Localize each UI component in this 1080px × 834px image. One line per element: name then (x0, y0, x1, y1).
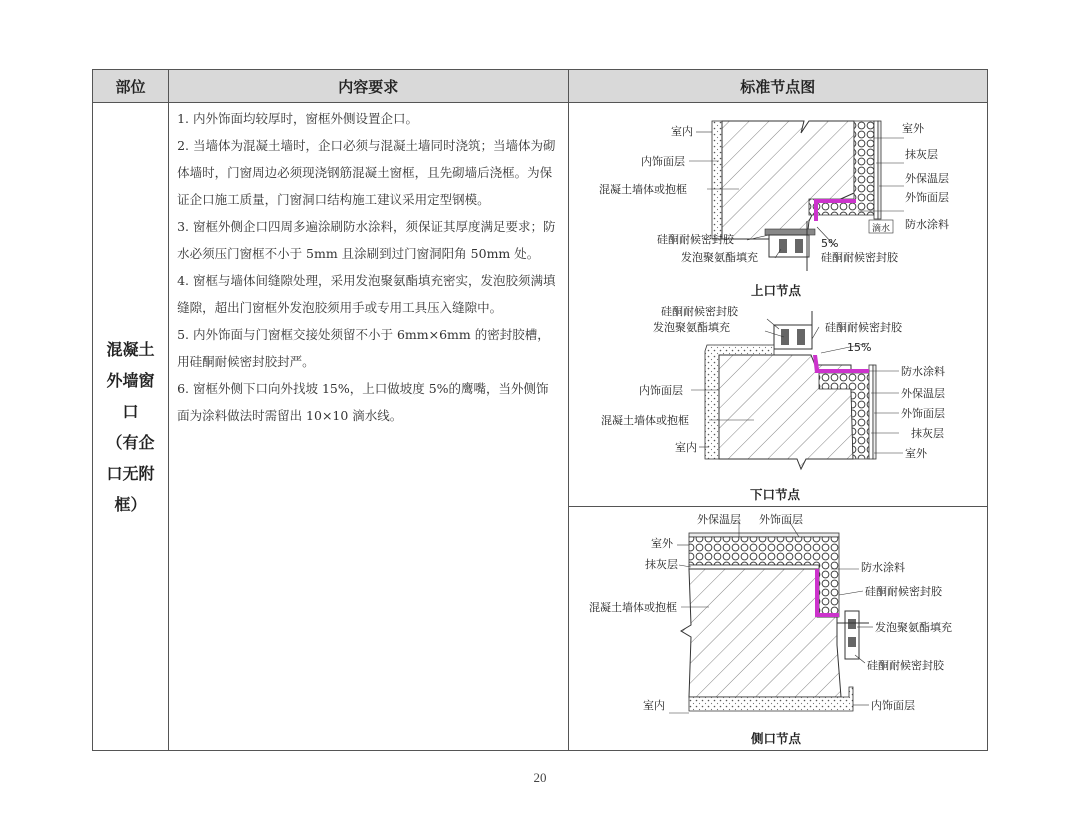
part-line: 外墙窗 (106, 370, 155, 390)
side-outdoor-label: 室外 (650, 537, 673, 550)
bottom-sealant-label: 硅酮耐候密封胶 (660, 305, 738, 318)
bottom-node-caption: 下口节点 (749, 487, 800, 502)
part-line: 口 (122, 401, 139, 421)
side-concrete-wall-label: 混凝土墙体或抱框 (588, 601, 677, 614)
side-node-caption: 侧口节点 (750, 731, 801, 746)
bottom-plaster-label: 抹灰层 (910, 427, 944, 440)
bottom-sealant2-label: 硅酮耐候密封胶 (824, 321, 902, 334)
requirement-item: 6. 窗框外侧下口向外找坡 15%，上口做坡度 5%的鹰嘴，当外侧饰面为涂料做法时需留出 10×10 滴水线。 (177, 381, 549, 423)
top-indoor-label: 室内 (670, 125, 693, 138)
detail-drawing-top-bottom (569, 103, 988, 506)
requirement-item: 4. 窗框与墙体间缝隙处理，采用发泡聚氨酯填充密实，发泡胶须满填缝隙，超出门窗框外发泡胶须用手或专用工具压入缝隙中。 (177, 273, 556, 315)
bottom-concrete-wall-label: 混凝土墙体或抱框 (600, 414, 689, 427)
top-node-caption: 上口节点 (750, 283, 801, 298)
bottom-interior-finish-label: 内饰面层 (638, 384, 683, 397)
top-waterproof-label: 防水涂料 (904, 218, 949, 231)
top-exterior-finish-label: 外饰面层 (904, 191, 949, 204)
bottom-outdoor-label: 室外 (904, 447, 927, 460)
bottom-exterior-finish-label: 外饰面层 (900, 407, 945, 420)
top-plaster-label: 抹灰层 (904, 148, 938, 161)
detail-drawing-side (569, 507, 988, 750)
bottom-slope-label: 15% (846, 341, 871, 354)
part-line: 框） (114, 494, 147, 514)
header-content: 内容要求 (169, 70, 568, 103)
top-outdoor-label: 室外 (901, 122, 924, 135)
side-node-drawing (681, 533, 869, 711)
top-sealant-label: 硅酮耐候密封胶 (656, 233, 734, 246)
requirements-cell (169, 103, 568, 751)
requirement-item: 1. 内外饰面均较厚时，窗框外侧设置企口。 (177, 111, 418, 126)
side-sealant-label: 硅酮耐候密封胶 (864, 585, 942, 598)
side-sealant2-label: 硅酮耐候密封胶 (866, 659, 944, 672)
bottom-insulation-label: 外保温层 (900, 387, 945, 400)
bottom-indoor-label: 室内 (674, 441, 697, 454)
page-number: 20 (533, 770, 547, 785)
side-foam-label: 发泡聚氨酯填充 (874, 621, 952, 634)
top-interior-finish-label: 内饰面层 (640, 155, 685, 168)
top-foam-label: 发泡聚氨酯填充 (680, 251, 758, 264)
bottom-node-drawing (705, 311, 876, 469)
part-line: 混凝土 (106, 339, 155, 359)
header-part: 部位 (93, 70, 169, 103)
top-concrete-wall-label: 混凝土墙体或抱框 (598, 183, 687, 196)
side-interior-finish-label: 内饰面层 (870, 699, 915, 712)
bottom-foam-label: 发泡聚氨酯填充 (652, 321, 730, 334)
top-node-drawing (712, 121, 881, 271)
requirement-item: 5. 内外饰面与门窗框交接处须留不小于 6mm×6mm 的密封胶槽，用硅酮耐候密封胶封严。 (177, 327, 550, 369)
side-plaster-label: 抹灰层 (644, 558, 678, 571)
bottom-waterproof-label: 防水涂料 (900, 365, 945, 378)
top-sealant2-label: 硅酮耐候密封胶 (820, 251, 898, 264)
side-waterproof-label: 防水涂料 (860, 561, 905, 574)
part-line: 口无附 (106, 463, 155, 483)
side-indoor-label: 室内 (642, 699, 665, 712)
part-cell (93, 103, 169, 751)
side-exterior-finish-label: 外饰面层 (758, 513, 803, 526)
side-insulation-label: 外保温层 (696, 513, 741, 526)
figure-cell-top (568, 103, 987, 507)
part-line: （有企 (106, 432, 155, 452)
figure-cell-side (568, 507, 987, 751)
top-slope-label: 5% (820, 237, 838, 250)
requirement-item: 3. 窗框外侧企口四周多遍涂刷防水涂料，须保证其厚度满足要求；防水必须压门窗框不小于 5mm 且涂刷到过门窗洞阳角 50mm 处。 (177, 219, 556, 261)
top-drip-label: 滴水 (871, 224, 890, 234)
top-insulation-label: 外保温层 (904, 172, 949, 185)
header-figure: 标准节点图 (568, 70, 987, 103)
requirement-item: 2. 当墙体为混凝土墙时，企口必须与混凝土墙同时浇筑；当墙体为砌体墙时，门窗周边必须现浇钢筋混凝土窗框，且先砌墙后浇框。为保证企口施工质量，门窗洞口结构施工建议采用定型钢模。 (177, 138, 556, 207)
spec-table (92, 69, 988, 751)
